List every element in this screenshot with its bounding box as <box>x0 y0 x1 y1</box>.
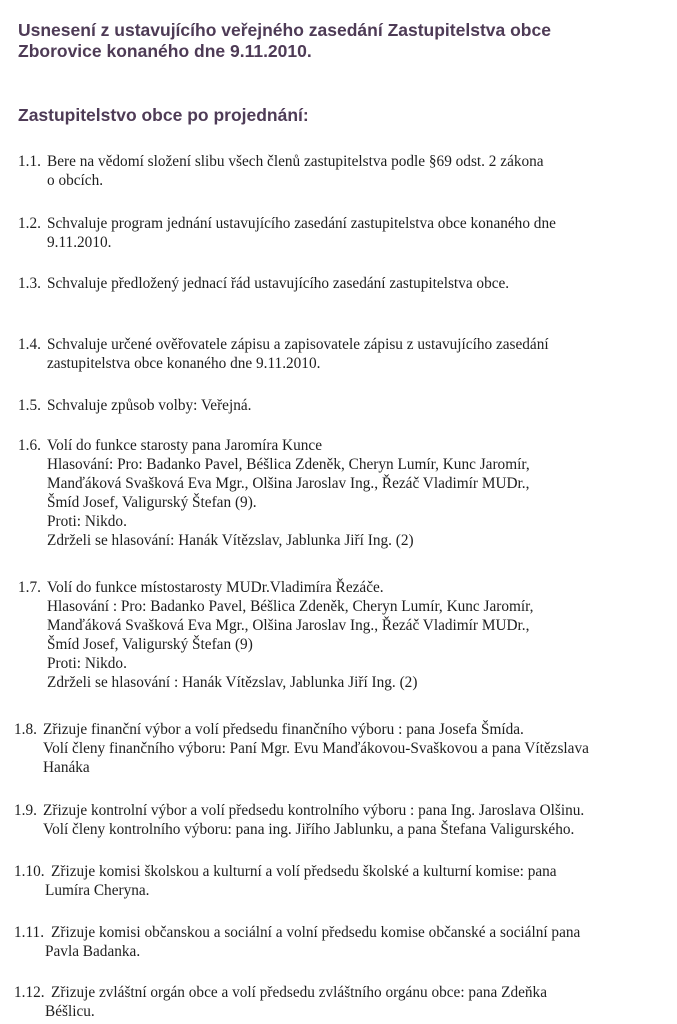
resolution-item-1-8 <box>14 720 589 777</box>
item-line: Zdrželi se hlasování: Hanák Vítězslav, Jablunka Jiří Ing. (2) <box>47 532 414 549</box>
item-number: 1.11. <box>14 924 45 941</box>
item-line: Zřizuje finanční výbor a volí předsedu finančního výboru : pana Josefa Šmída. <box>43 721 524 738</box>
resolution-item-1-11 <box>14 923 580 961</box>
item-line: Proti: Nikdo. <box>47 513 127 530</box>
item-line: Proti: Nikdo. <box>47 655 127 672</box>
resolution-item-1-5 <box>18 396 251 415</box>
item-line: Schvaluje program jednání ustavujícího zasedání zastupitelstva obce konaného dne <box>47 215 556 232</box>
item-number: 1.5. <box>18 397 41 414</box>
item-line: Zřizuje zvláštní orgán obce a volí předsedu zvláštního orgánu obce: pana Zdeňka <box>51 984 547 1001</box>
resolution-item-1-6 <box>18 436 530 550</box>
title-line-1: Usnesení z ustavujícího veřejného zasedání Zastupitelstva obce <box>18 20 551 40</box>
title-line-2: Zborovice konaného dne 9.11.2010. <box>18 41 312 61</box>
resolution-item-1-2 <box>18 214 556 252</box>
document-title <box>18 20 658 62</box>
item-line: Šmíd Josef, Valigurský Štefan (9) <box>47 636 253 653</box>
item-line: Volí členy finančního výboru: Paní Mgr. Evu Manďákovou-Svaškovou a pana Vítězslava <box>43 740 589 757</box>
item-line: Hanáka <box>43 759 90 776</box>
item-line: Hlasování : Pro: Badanko Pavel, Béšlica Zdeněk, Cheryn Lumír, Kunc Jaromír, <box>47 598 534 615</box>
item-number: 1.6. <box>18 437 41 454</box>
item-number: 1.9. <box>14 802 37 819</box>
item-line: Schvaluje určené ověřovatele zápisu a zapisovatele zápisu z ustavujícího zasedání <box>47 336 549 353</box>
item-line: Manďáková Svašková Eva Mgr., Olšina Jaroslav Ing., Řezáč Vladimír MUDr., <box>47 617 530 634</box>
item-number: 1.4. <box>18 336 41 353</box>
resolution-item-1-10 <box>14 862 557 900</box>
item-number: 1.8. <box>14 721 37 738</box>
item-line: Lumíra Cheryna. <box>45 882 150 899</box>
item-line: Schvaluje způsob volby: Veřejná. <box>47 397 252 414</box>
item-number: 1.12. <box>14 984 45 1001</box>
item-line: Volí do funkce starosty pana Jaromíra Kunce <box>47 437 322 454</box>
item-line: Manďáková Svašková Eva Mgr., Olšina Jaroslav Ing., Řezáč Vladimír MUDr., <box>47 475 530 492</box>
item-number: 1.2. <box>18 215 41 232</box>
item-line: 9.11.2010. <box>47 234 112 251</box>
item-line: Zřizuje komisi školskou a kulturní a volí předsedu školské a kulturní komise: pana <box>51 863 557 880</box>
document-subtitle: Zastupitelstvo obce po projednání: <box>18 105 309 125</box>
item-number: 1.3. <box>18 275 41 292</box>
item-line: Schvaluje předložený jednací řád ustavujícího zasedání zastupitelstva obce. <box>47 275 510 292</box>
item-line: Šmíd Josef, Valigurský Štefan (9). <box>47 494 257 511</box>
item-number: 1.1. <box>18 153 41 170</box>
item-line: Volí do funkce místostarosty MUDr.Vladimíra Řezáče. <box>47 579 384 596</box>
item-line: Zřizuje kontrolní výbor a volí předsedu kontrolního výboru : pana Ing. Jaroslava Olšinu. <box>43 802 585 819</box>
resolution-item-1-12 <box>14 983 547 1021</box>
item-line: Bere na vědomí složení slibu všech členů zastupitelstva podle §69 odst. 2 zákona <box>47 153 544 170</box>
item-line: Zdrželi se hlasování : Hanák Vítězslav, Jablunka Jiří Ing. (2) <box>47 674 418 691</box>
item-line: Hlasování: Pro: Badanko Pavel, Béšlica Zdeněk, Cheryn Lumír, Kunc Jaromír, <box>47 456 530 473</box>
item-line: Pavla Badanka. <box>45 943 141 960</box>
item-line: o obcích. <box>47 172 104 189</box>
item-line: Béšlicu. <box>45 1003 95 1020</box>
item-line: Volí členy kontrolního výboru: pana ing. Jiřího Jablunku, a pana Štefana Valigurského. <box>43 821 575 838</box>
item-number: 1.10. <box>14 863 45 880</box>
resolution-item-1-1 <box>18 152 544 190</box>
resolution-item-1-7 <box>18 578 533 692</box>
item-number: 1.7. <box>18 579 41 596</box>
item-line: Zřizuje komisi občanskou a sociální a volní předsedu komise občanské a sociální pana <box>51 924 581 941</box>
resolution-item-1-4 <box>18 335 549 373</box>
item-line: zastupitelstva obce konaného dne 9.11.2010. <box>47 355 321 372</box>
resolution-item-1-9 <box>14 801 584 839</box>
resolution-item-1-3 <box>18 274 509 293</box>
